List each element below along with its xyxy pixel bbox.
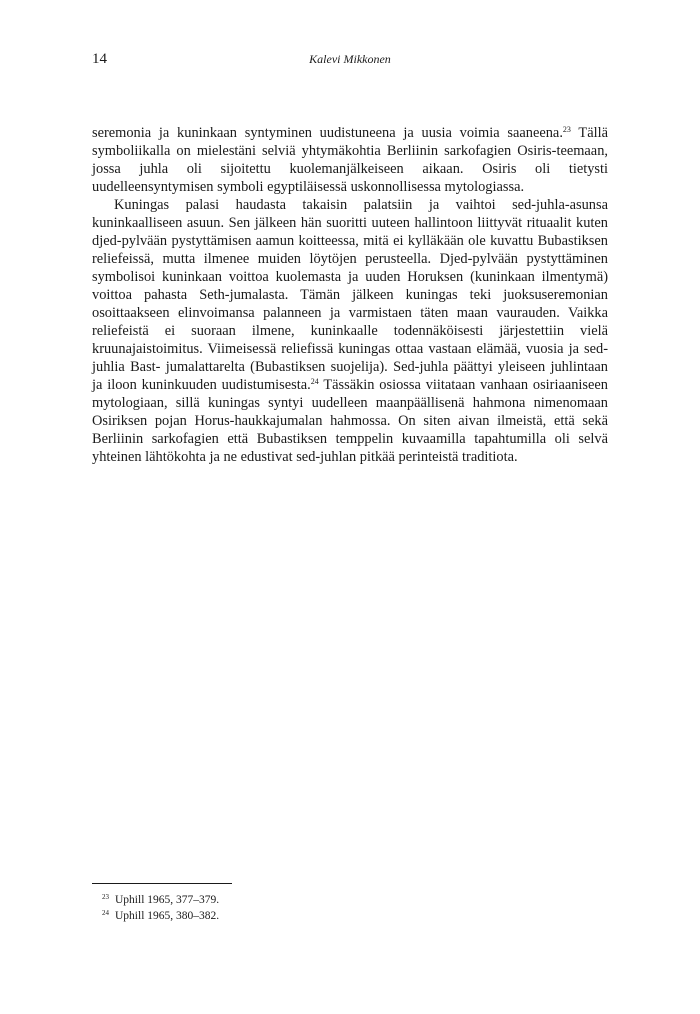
footnote-text: Uphill 1965, 380–382. — [115, 910, 220, 922]
footnote-divider — [92, 883, 232, 884]
paragraph-1-text-b: Tällä symboliikalla on mielestäni selviä yhtymäkohtia Berliinin sarkofagien Osiris-teemaan, jossa juhla oli sijoitettu kuolemanjälkeiseen aikaan. Osiris oli tietysti uudelleensyntymisen symboli egyptiläisessä uskonnollisessa mytologiassa. — [92, 125, 608, 195]
footnote-number: 23 — [102, 893, 109, 901]
paragraph-1-text-a: seremonia ja kuninkaan syntyminen uudistuneena ja uusia voimia saaneena. — [92, 125, 563, 141]
paragraph-2-text-b: Tässäkin osiossa viitataan vanhaan osiriaaniseen mytologiaan, sillä kuningas syntyi uudelleen maanpäällisenä hahmona nimenomaan Osiriksen pojan Horus-haukkajumalan hahmossa. On siten aivan ilmeistä, että sekä Berliinin sarkofagien että Bubastiksen temppelin kuvaamilla tapahtumilla oli selvä yhteinen lähtökohta ja ne edustivat sed-juhlan pitkää perinteistä traditiota. — [92, 377, 608, 465]
body-text — [92, 124, 608, 466]
page-header — [92, 50, 608, 70]
footnote-text: Uphill 1965, 377–379. — [115, 894, 220, 906]
footnote-23 — [102, 892, 608, 908]
paragraph-2-text-a: Kuningas palasi haudasta takaisin palatsiin ja vaihtoi sed-juhla-asunsa kuninkaalliseen asuun. Sen jälkeen hän suoritti uuteen hallintoon liittyvät rituaalit kuten djed-pylvään pystyttämisen aamun koitteessa, mitä ei kylläkään ole kuvattu Bubastiksen reliefeissä, mutta ilmenee muiden löytöjen perusteella. Djed-pylvään pystyttäminen symbolisoi kuninkaan voittoa kuolemasta ja uuden Horuksen (kuninkaan ilmentymä) voittoa pahasta Seth-jumalasta. Tämän jälkeen kuningas teki juoksuseremonian osoittaakseen elinvoimansa palanneen ja varmistaen täten maan vaurauden. Vaikka reliefeistä ei suoraan ilmene, kuninkaalle todennäköisesti järjestettiin vielä kruunajaistoimitus. Viimeisessä reliefissä kuningas ottaa vastaan elämää, vuosia ja sed-juhlia Bast- jumalattarelta (Bubastiksen suojelija). Sed-juhla päättyi yleiseen juhlintaan ja iloon kuninkuuden uudistumisesta. — [92, 197, 608, 393]
footnote-ref-23: 23 — [562, 125, 571, 134]
paragraph-1 — [92, 124, 608, 196]
paragraph-2 — [92, 196, 608, 466]
footnote-24 — [102, 908, 608, 924]
footnote-number: 24 — [102, 909, 109, 917]
page-number: 14 — [92, 51, 107, 67]
footnotes — [102, 892, 608, 924]
running-head-author: Kalevi Mikkonen — [309, 52, 391, 66]
footnote-ref-24: 24 — [310, 377, 319, 386]
